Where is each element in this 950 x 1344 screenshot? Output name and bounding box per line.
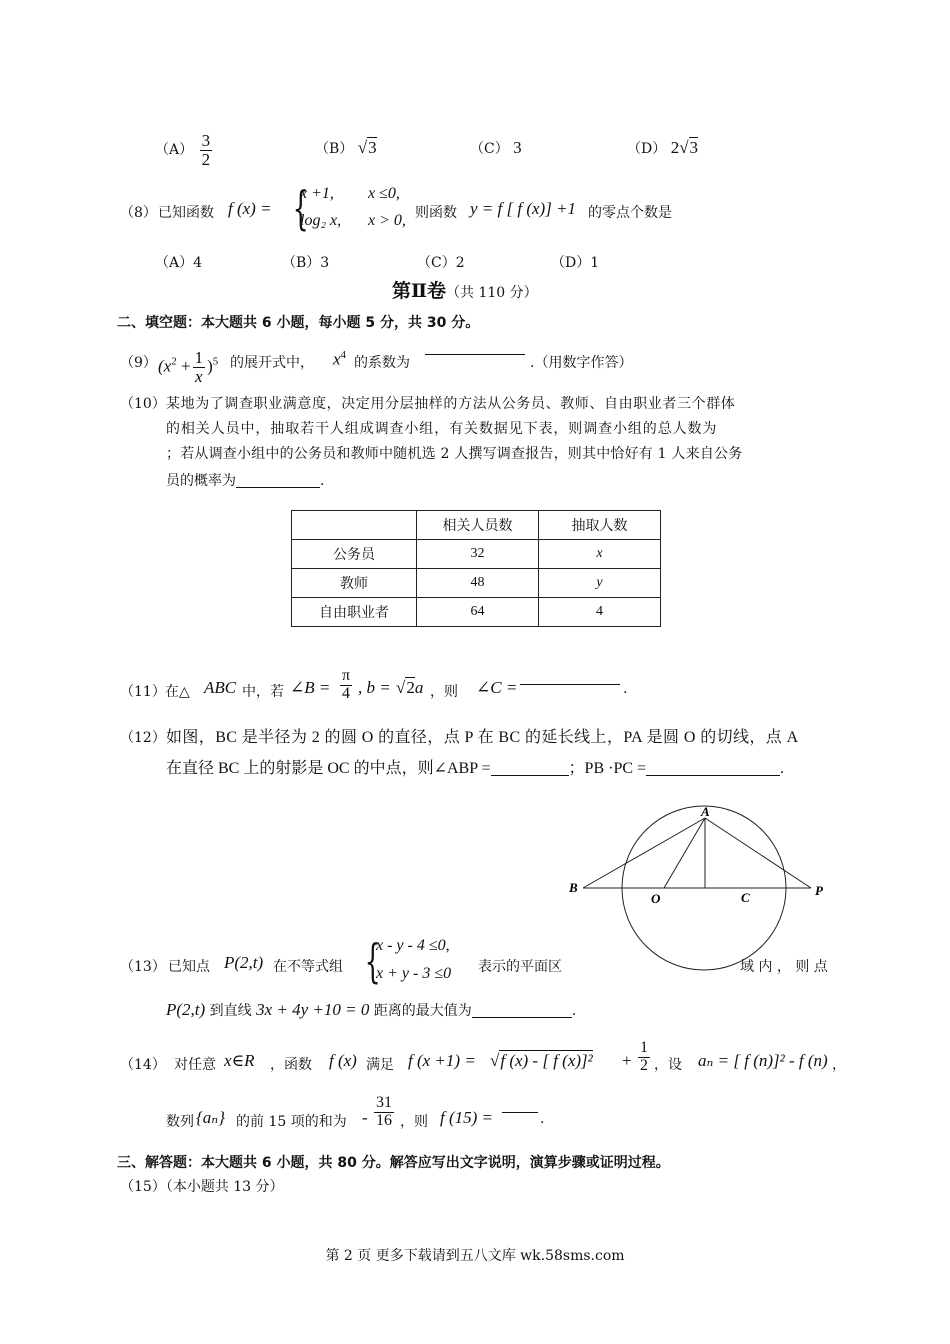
q11-text: ，则 — [430, 684, 458, 700]
period: . — [623, 681, 628, 697]
left-brace: { — [292, 181, 309, 235]
q9-text: 的系数为 — [354, 355, 410, 371]
q10-line1: 某地为了调查职业满意度，决定用分层抽样的方法从公务员、教师、自由职业者三个群体 — [166, 396, 736, 412]
answer-blank[interactable] — [646, 775, 780, 776]
q14-text: ，则 — [400, 1114, 428, 1130]
answer-blank[interactable] — [520, 684, 620, 685]
q10-line4-text: 员的概率为 — [166, 473, 236, 489]
table-cell: 32 — [417, 540, 539, 569]
q15-heading: （15）（本小题共 13 分） — [120, 1179, 284, 1195]
expr-close: ) — [207, 356, 213, 376]
coefficient: 2 — [670, 138, 680, 157]
question-number: （10） — [120, 396, 166, 412]
option-label: （A） — [155, 142, 194, 158]
q14-text: 对任意 — [174, 1057, 216, 1073]
period: . — [320, 473, 325, 489]
point-p: P(2,t) — [224, 953, 264, 972]
label-c: C — [741, 890, 750, 905]
question-number: （8） — [120, 205, 157, 221]
table-row — [292, 598, 661, 627]
plus-sign: + — [176, 356, 191, 376]
exponent: 5 — [212, 355, 219, 368]
denominator: 16 — [376, 1111, 392, 1129]
section2-heading: 二、填空题：本大题共 6 小题，每小题 5 分，共 30 分。 — [117, 315, 480, 331]
option-label: （D） — [627, 141, 667, 157]
q7-option-d — [627, 138, 698, 158]
equation-lhs: f (x +1) = — [408, 1051, 476, 1070]
q8-option-a: （A）4 — [155, 255, 203, 271]
angle-c: ∠C = — [476, 678, 518, 697]
denominator: 2 — [640, 1056, 648, 1074]
label-o: O — [651, 891, 661, 906]
q13-text: 到直线 — [209, 1003, 252, 1019]
radicand: f (x) - [ f (x)]² — [500, 1051, 593, 1070]
q14-text: 满足 — [366, 1057, 394, 1073]
q10-line4 — [166, 470, 324, 490]
question-number: （13） — [120, 959, 166, 975]
inequality-2: x + y - 3 ≤0 — [376, 965, 452, 982]
numerator: 1 — [640, 1039, 648, 1056]
answer-blank[interactable] — [236, 487, 320, 488]
q13-text: 域 内 ， 则 点 — [740, 959, 828, 975]
sequence-definition: aₙ = [ f (n)]² - f (n) — [698, 1051, 828, 1070]
side-a: a — [414, 678, 424, 697]
q9-text: .（用数字作答） — [530, 355, 633, 371]
plus-sign: + — [622, 1051, 632, 1070]
radicand: 3 — [689, 138, 699, 157]
answer-blank[interactable] — [425, 354, 525, 355]
minus-sign: - — [362, 1108, 368, 1127]
numerator: 1 — [194, 348, 204, 367]
answer-blank[interactable] — [472, 1017, 572, 1018]
q7-option-c — [470, 138, 522, 158]
numerator: π — [342, 667, 351, 684]
radicand: 2 — [406, 678, 415, 697]
q12-text: ；PB ·PC = — [568, 760, 647, 777]
exponent: 4 — [340, 349, 347, 361]
option-value: 3 — [513, 138, 522, 157]
table-cell: x — [539, 540, 661, 569]
table-header-cell: 抽取人数 — [539, 511, 661, 540]
q14-text: ，设 — [654, 1057, 682, 1073]
x-in-reals: x∈R — [224, 1051, 255, 1070]
sequence: {aₙ} — [196, 1108, 225, 1127]
fraction — [200, 132, 213, 169]
q14-text: 的前 15 项的和为 — [236, 1114, 347, 1130]
q12-line1: 如图，BC 是半径为 2 的圆 O 的直径，点 P 在 BC 的延长线上，PA 是圆 O 的切线，点 A — [166, 729, 799, 746]
q10-line3: ；若从调查小组中的公务员和教师中随机选 2 人撰写调查报告，则其中恰好有 1 人来自公务 — [166, 446, 743, 462]
q10-table — [291, 510, 661, 627]
q13-text: 距离的最大值为 — [373, 1003, 472, 1019]
table-cell: 4 — [539, 598, 661, 627]
q10-line2: 的相关人员中，抽取若干人组成调查小组，有关数据见下表，则调查小组的总人数为 — [166, 421, 718, 437]
radicand: 3 — [368, 138, 377, 157]
q14-text: ， — [832, 1057, 846, 1073]
option-label: （B） — [315, 141, 354, 157]
sqrt-sign: √ — [357, 138, 368, 157]
expr-open: (x — [158, 356, 172, 376]
table-header-cell: 相关人员数 — [417, 511, 539, 540]
denominator: x — [195, 366, 203, 386]
side-b: , b = — [358, 678, 391, 697]
point-p: P(2,t) — [166, 1000, 206, 1019]
sqrt-expr: √2a — [396, 678, 424, 697]
q14-text: 数列 — [166, 1114, 194, 1130]
q13-text: 已知点 — [168, 959, 210, 975]
answer-blank[interactable] — [502, 1112, 538, 1113]
case2-condition: x > 0, — [368, 212, 406, 229]
fraction — [374, 1095, 394, 1130]
q8-option-d: （D）1 — [551, 255, 600, 271]
table-cell: 自由职业者 — [292, 598, 417, 627]
angle-b: ∠B = — [290, 678, 331, 697]
question-number: （11） — [120, 684, 166, 700]
question-number: （14） — [120, 1057, 166, 1073]
x4-term — [333, 349, 346, 370]
q13-line2 — [166, 1000, 576, 1026]
q8-composite-function: y = f [ f (x)] +1 — [470, 199, 577, 218]
triangle-name: ABC — [204, 678, 237, 697]
fraction — [340, 668, 352, 703]
part2-note: （共 110 分） — [446, 285, 538, 301]
fraction — [193, 349, 206, 386]
q11-text: 中，若 — [242, 684, 284, 700]
table-cell: 48 — [417, 569, 539, 598]
q8-option-b: （B）3 — [282, 255, 330, 271]
period: . — [571, 1003, 577, 1019]
line-ao — [664, 818, 705, 888]
q11-text: 在△ — [165, 684, 190, 700]
page-footer: 第 2 页 更多下载请到五八文库 wk.58sms.com — [325, 1248, 625, 1264]
sqrt-sign: √ — [679, 138, 689, 157]
denominator: 2 — [201, 149, 211, 169]
function-f: f (x) — [329, 1051, 357, 1070]
q9-expression — [158, 349, 218, 386]
table-cell: 64 — [417, 598, 539, 627]
table-cell: y — [539, 569, 661, 598]
left-brace: { — [364, 934, 381, 988]
q8-prefix: 已知函数 — [158, 205, 214, 221]
section3-heading: 三、解答题：本大题共 6 小题，共 80 分。解答应写出文字说明，演算步骤或证明过程。 — [117, 1155, 670, 1171]
q8-option-c: （C）2 — [417, 255, 465, 271]
q8-function-name: f (x) = — [228, 199, 272, 218]
numerator: 3 — [201, 130, 211, 150]
fraction — [638, 1040, 650, 1075]
question-number: （9） — [120, 355, 157, 371]
case1-condition: x ≤0, — [368, 185, 400, 202]
table-row — [292, 569, 661, 598]
option-label: （C） — [470, 141, 509, 157]
part2-heading — [392, 276, 538, 303]
numerator: 31 — [376, 1094, 392, 1111]
q14-text: ，函数 — [270, 1057, 312, 1073]
case2-expression: log₂ x, — [300, 212, 342, 229]
variable: x — [333, 349, 341, 369]
q7-option-a — [155, 130, 214, 170]
table-row — [292, 540, 661, 569]
exponent: 2 — [171, 355, 177, 368]
label-p: P — [815, 883, 823, 898]
q12-text: 在直径 BC 上的射影是 OC 的中点，则∠ABP = — [166, 760, 491, 777]
q8-suffix: 的零点个数是 — [588, 205, 672, 221]
q9-text: 的展开式中， — [230, 355, 314, 371]
f-of-15: f (15) = — [440, 1108, 494, 1127]
line-equation: 3x + 4y +10 = 0 — [256, 1000, 370, 1019]
period: . — [540, 1111, 545, 1127]
table-header-row — [292, 511, 661, 540]
q8-middle: 则函数 — [415, 205, 457, 221]
denominator: 4 — [342, 684, 351, 702]
line-ba — [583, 818, 705, 888]
q13-text: 表示的平面区 — [478, 959, 562, 975]
q13-text: 在不等式组 — [273, 959, 343, 975]
q7-option-b — [315, 138, 377, 158]
table-header-cell — [292, 511, 417, 540]
label-b: B — [569, 880, 578, 895]
case1-expression: x +1, — [300, 185, 334, 202]
table-cell: 公务员 — [292, 540, 417, 569]
q12-line2 — [166, 755, 784, 778]
table-cell: 教师 — [292, 569, 417, 598]
line-ap — [705, 818, 811, 888]
sqrt-expr: √f (x) - [ f (x)]² — [490, 1051, 593, 1070]
part2-title: 第Ⅱ卷 — [392, 280, 447, 302]
question-number: （12） — [120, 730, 166, 746]
answer-blank[interactable] — [491, 775, 569, 776]
inequality-1: x - y - 4 ≤0, — [376, 937, 450, 954]
period: . — [780, 760, 785, 777]
label-a: A — [701, 804, 710, 819]
q14-stem — [120, 1038, 846, 1088]
q13-stem — [120, 934, 840, 990]
